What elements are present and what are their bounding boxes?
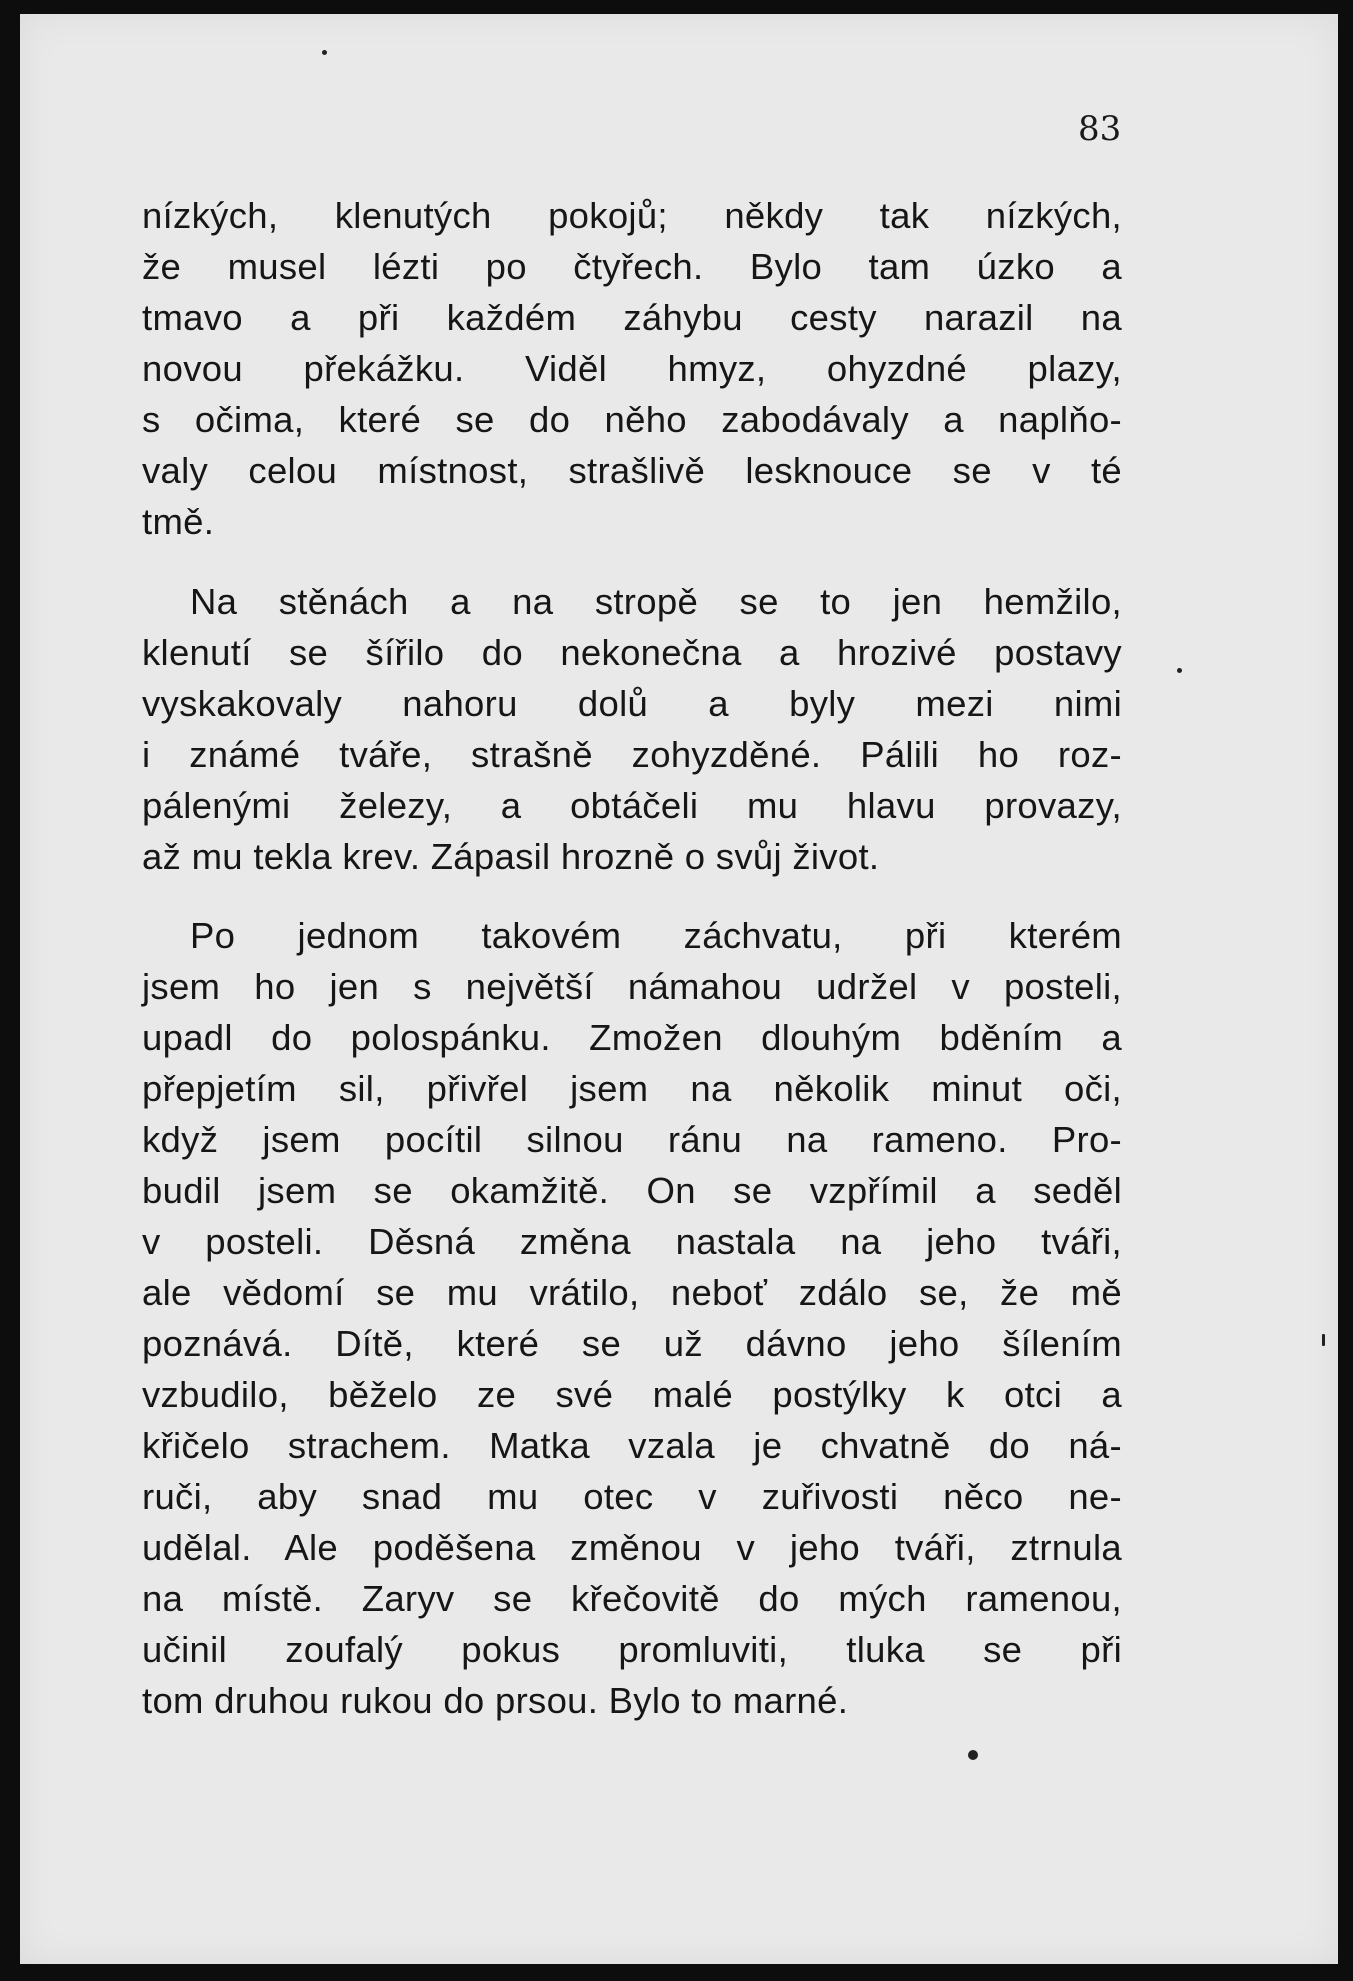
text-line: klenutí se šířilo do nekonečna a hrozivé postavy [142,632,1122,673]
text-line: ale vědomí se mu vrátilo, neboť zdálo se, že mě [142,1272,1122,1313]
text-line: tmavo a při každém záhybu cesty narazil na [142,297,1122,338]
text-line: jsem ho jen s největší námahou udržel v posteli, [142,966,1122,1007]
text-line: křičelo strachem. Matka vzala je chvatně do ná- [142,1425,1122,1466]
text-line: poznává. Dítě, které se už dávno jeho šílením [142,1323,1122,1364]
text-line: novou překážku. Viděl hmyz, ohyzdné plazy, [142,348,1122,389]
text-line: budil jsem se okamžitě. On se vzpřímil a seděl [142,1170,1122,1211]
text-line: tmě. [142,501,215,542]
text-line: učinil zoufalý pokus promluviti, tluka se při [142,1629,1122,1670]
text-line: udělal. Ale poděšena změnou v jeho tváři, ztrnula [142,1527,1122,1568]
text-line: v posteli. Děsná změna nastala na jeho tváři, [142,1221,1122,1262]
paragraph-2 [142,576,1122,882]
text-line: ruči, aby snad mu otec v zuřivosti něco ne- [142,1476,1122,1517]
text-line: že musel lézti po čtyřech. Bylo tam úzko a [142,246,1122,287]
text-line: s očima, které se do něho zabodávaly a naplňo- [142,399,1122,440]
scan-speck [1322,1334,1325,1346]
text-line: pálenými železy, a obtáčeli mu hlavu provazy, [142,785,1122,826]
scan-speck [968,1750,978,1760]
text-line: Po jednom takovém záchvatu, při kterém [190,915,1122,956]
scan-speck [322,50,327,55]
text-line: vzbudilo, běželo ze své malé postýlky k otci a [142,1374,1122,1415]
text-line: vyskakovaly nahoru dolů a byly mezi nimi [142,683,1122,724]
text-line: na místě. Zaryv se křečovitě do mých ramenou, [142,1578,1122,1619]
paragraph-3 [142,910,1122,1726]
text-line: přepjetím sil, přivřel jsem na několik minut oči, [142,1068,1122,1109]
text-line: když jsem pocítil silnou ránu na rameno. Pro- [142,1119,1122,1160]
page-number: 83 [1078,109,1122,149]
text-line: valy celou místnost, strašlivě lesknouce se v té [142,450,1122,491]
text-line: nízkých, klenutých pokojů; někdy tak nízkých, [142,195,1122,236]
paragraph-1 [142,190,1122,547]
text-line: tom druhou rukou do prsou. Bylo to marné. [142,1680,849,1721]
text-line: až mu tekla krev. Zápasil hrozně o svůj život. [142,836,880,877]
text-line: upadl do polospánku. Zmožen dlouhým bděním a [142,1017,1122,1058]
book-page [20,14,1338,1964]
text-line: i známé tváře, strašně zohyzděné. Pálili ho roz- [142,734,1122,775]
scan-speck [1177,668,1182,673]
text-line: Na stěnách a na stropě se to jen hemžilo, [190,581,1122,622]
